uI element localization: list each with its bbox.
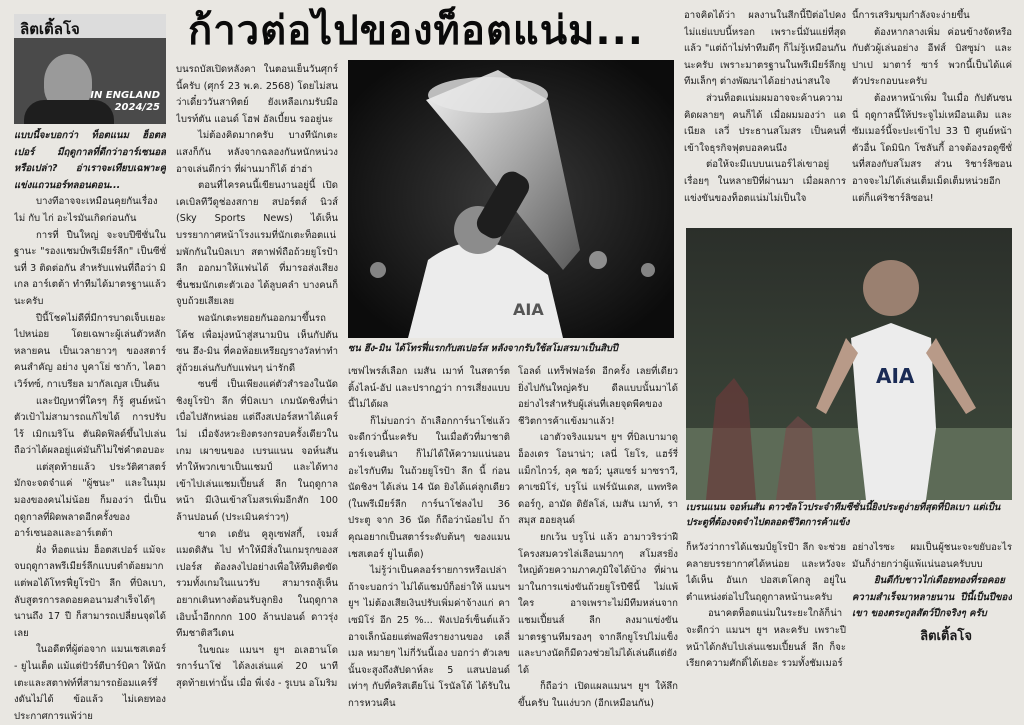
col5-paragraph: นี้การเสริมขุมกำลังจะง่ายขึ้น <box>852 10 970 21</box>
photo2-caption: เบรนแนน จอห์นสัน ดาวซัลโวประจำทีมซีซั่นนี้ยิงประตูง่ายที่สุดที่บิลเบา แต่เป็นประตูที่ต้องจดจำไปตลอดชีวิตการค้าแข้ง <box>686 502 1001 528</box>
col4-paragraph: ต่อให้จะมีแบบนเนอร์ไล่เขาอยู่เรื่อยๆ ในหลายปีที่ผ่านมา เมื่อผลการแข่งขันของท็อตแน่มไม่เป็นใจ <box>684 159 846 204</box>
col4b-paragraph: ก็ถือว่า เปิดแผลแมนฯ ยูฯ ให้ลึกขึ้นครับ ในแง่บวก (อีกเหมือนกัน) <box>518 681 678 709</box>
col4-paragraph: อาจคิดได้ว่า ผลงานในสีกนี้ปีต่อไปคงไม่แย่แบบนี้หรอก เพราะนี่มันแย่ที่สุดแล้ว "แต่ถ้าไม่ทำทีมดีๆ ก็ไม่รู้เหมือนกันนะครับ เพราะมาตรฐานในพรีเมียร์ลีกยูทีมเล็กๆ ต่างพัฒนาได้อย่างน่าสนใจ <box>684 10 846 88</box>
col4-paragraph: ส่วนท็อตแน่มผมอาจจะค้านความคิดผลายๆ คนก็ได้ เมื่อผมมองว่า แดเนียล เลวี่ ประธานสโมสร เป็นคนที่เข้าใจธุรกิจฟุตบอลคนนึง <box>684 92 846 154</box>
col4b-paragraph: ยกเว้น บรูโน่ แล้ว อามาวริรว่าฝีโครงสมควรไล่เลือนมากๆ สโมสรยิ่งใหญ่ด้วยความภาคภูมิใจได้บ้าง ที่ผ่านมาในการแข่งขันถ้วยยูโรปีซีนี้ ไม่แพ้ใคร อาจเพราะไม่มีทีมหล่นจากแชมเปี้ยนส์ ลีก ลงมาแข่งขัน มาตรฐานทีมรองๆ จากลีกยูโรปไม่แข็ง และบางนัดก็มีดวงช่วยไม่ได้เล่นดีแต่ยังได้ <box>518 531 678 676</box>
col2-paragraph: ขาด เดยัน คูลูเซฟสกี้, เจมส์ แมดดิสัน ไป ทำให้มีสิ่งในเกมรุกของสเปอร์ส ต้องลงไปอย่างเพื่อให้ทีมติดขัด รวมทั้งเกมในแนวรับ สามารถสู้เห็นอยากเดินทางต้อนรับลูกยิง ในฤดูกาลเอิบน้ำอีกกกก 100 ล้านปอนด์ ดาวรุ่งทีมชาติสวีเดน <box>176 528 338 640</box>
column-1 <box>14 128 166 725</box>
col2-paragraph: บนรถบัสเปิดหลังคา ในตอนเย็นวันศุกร์นี้ครับ (ศุกร์ 23 พ.ค. 2568) โดยไม่สนว่าเดี๋ยววันสาทิตย์ ยังเหลือเกมรับมือไบรท์ตัน แอนด์ โฮฟ อัลเบี้ยน รออยู่นะ <box>176 64 338 125</box>
author-name: ลิตเติ้ลโจ <box>20 20 80 38</box>
photo-johnson-illustration <box>686 228 1012 500</box>
column-3 <box>348 364 510 725</box>
column-tag <box>90 90 160 114</box>
column-5-bottom <box>852 540 1012 725</box>
col4c-paragraph: อนาคตท็อตแน่มในระยะใกล้ก็น่าจะดีกว่า แมนฯ ยูฯ หละครับ เพราะปีหน้าได้กลับไปเล่นแชมเปี้ยนส์ ลีก ก็จะเรียกความศักดิ์ได้เยอะ รวมทั้งชัมเมอร์ <box>686 608 846 670</box>
stadium-light <box>641 263 655 277</box>
shirt-text: AIA <box>513 300 544 319</box>
signature: ลิตเติ้ลโจ <box>920 628 972 644</box>
col5-paragraph: ต้องหากลางเพิ่ม ค่อนข้างจัดหรือกับตัวผู้เล่นอย่าง อีฟส์ บิสซูม่า และ ปาเป มาตาร์ ซาร์ พวกนี้เป็นได้แค่ตัวประกอบนะครับ <box>852 26 1012 88</box>
columnist-portrait-box <box>14 14 166 124</box>
stadium-light <box>589 251 607 269</box>
column-tag-line2: 2024/25 <box>114 102 160 113</box>
col5-paragraph: ต้องหาหน้าเพิ่ม ในเมื่อ กัปตันซนนี่ ฤดูกาลนี้ให้ประจูไม่เหมือนเดิม และซัมเมอร์นี้จะปะเข้าไป 33 ปี ศูนย์หน้าตัวอื่น โดมินิก โซลันกี้ อาจต้องรอดูซีซั่นที่สองกับสโมสร ส่วน ริชาร์ลิซอน อาจจะไม่ได้เล่นเต็มเม็ดเต็มหน่วยอีก แต่ก็แค่ริชาร์ลิซอน! <box>852 92 1012 204</box>
shirt-text: AIA <box>876 364 915 388</box>
photo-son-trophy-illustration <box>348 60 674 338</box>
column-tag-line1: IN ENGLAND <box>90 90 160 101</box>
photo-son-trophy <box>348 60 674 338</box>
player-kit <box>851 323 936 500</box>
col1-paragraph: ฝั่ง ท็อตแน่ม ฮ็อตสเปอร์ แม้จะจบฤดูกาลพรีเมียร์ลีกแบบตำต้อยมากแต่พอได้โทรฟี่ยูโรป้า ลีก ที่บิลเบา, ลับสูตรการลดอยคอนามสำเร็จได้ๆ นานถึง 17 ปี ก็สามารถเปลี่ยนจุดได้เลย <box>14 544 166 639</box>
col1-paragraph: การที่ ปืนใหญ่ จะจบปีซีซั่นในฐานะ "รองแชมป์พรีเมียร์ลีก" เป็นซีซั่นที่ 3 ติดต่อกัน สำหรับแฟนที่ถือว่า มิเกล อาร์เตต้า ทำทีมได้มาตรฐานแล้วนะครับ <box>14 229 166 307</box>
col1-paragraph: และปัญหาที่ใครๆ ก็รู้ ศูนย์หน้าตัวเป้าไม่สามารถแก้ไขได้ การปรับไร้ เมิกเมริโน ตันผิดฟิลด์ขึ้นไปเล่น ถือว่าได้ผลอยู่แค่มันก็ไม่ใช่คำตอบอะ <box>14 395 166 457</box>
column-5-top <box>852 8 1012 224</box>
col2-paragraph: ในขณะ แมนฯ ยูฯ อเลฮานโดรการ์นาโช่ ได้ลงเล่นแค่ 20 นาทีสุดท้ายเท่านั้น เมื่อ พี่เจ๋ง - รูเบน อโมริม <box>176 644 338 689</box>
col4b-paragraph: เอาตัวจริงแมนฯ ยูฯ ที่บิลเบามาดู อ็องเดร โอนาน่า; เลนี่ โยโร, แฮร์รี่ แม็กไกวร์, ลุค ชอว์; นูสแซร์ มาซราวี, คาเซมิโร่, บรูโน่ แฟร์นันเดส, แพทริค ดอร์กู, อามัด ดิยัลโล่, เมสัน เมาท์, ราสมุส ฮอยลุนด์ <box>518 432 678 527</box>
column-3b <box>518 364 678 725</box>
col1-paragraph: ปีนี้โชคไม่ดีที่มีการบาดเจ็บเยอะไปหน่อย โดยเฉพาะผู้เล่นตัวหลักหลายคน เป็นเวลายาวๆ ของสตาร์คนสำคัญ อย่าง บูคาโย่ ซาก้า, ไคฮาเวิร์ทซ์, กาเบรียล มากัลเญส เป็นต้น <box>14 312 166 390</box>
col2-paragraph: ไม่ต้องคิดมากครับ บางทีนักเตะแสงก็กัน หลังจากฉลองกันหนักหน่วงอาจเล่นดีกว่า ที่ผ่านมาก็ได้ ฮ่าฮ่า <box>176 130 338 175</box>
closing-note: ยินดีกับชาวไก่เดือยทองที่รอคอยความสำเร็จมาหลายนาน ปีนี้เป็นปีของเขา ของตระกูลสัตว์ปีกจริงๆ ครับ <box>852 575 1012 620</box>
col2-paragraph: ซนซี่ เป็นเพียงแค่ตัวสำรองในนัดชิงยูโรป้า ลีก ที่บิลเบา เกมนัดชิงที่น่าเบื่อไปสักหน่อย แต่ถึงสเปอร์สหาได้แคร์ไม่ เมื่อจังหวะยิงตรงกรอบครั้งเดียวในเกม เผาขนของ เบรนแนน จอห์นสัน ทำให้พวกเขาเป็นแชมป์ และได้ทางเข้าไปเล่นแชมเปี้ยนส์ ลีก ในฤดูกาลหน้า มีเงินเข้าสโมสรเพิ่มอีกสัก 100 ล้านปอนด์ (ประเมินคร่าวๆ) <box>176 379 338 524</box>
headline: ก้าวต่อไปของท็อตแน่ม... <box>188 8 644 54</box>
col3-paragraph: ก็ไม่บอกว่า ถ้าเลือกการ์นาโช่แล้วจะดีกว่านี้นะครับ ในเมื่อตัวที่มาชาติอาร์เจนตินา ก็ไม่ได้ให้ความแน่นอนอะไรกับทีม ในถ้วยยูโรป้า ลีก นี้ ก่อนนัดชิงฯ ได้เล่น 14 นัด ยิงได้แค่ลูกเดียว (ในพรีเมียร์ลีก การ์นาโช่ลงไป 36 ประตู จาก 36 นัด ก็ถือว่าน้อยไป ถ้าคุณอยากเป็นสตาร์ระดับต้นๆ ของแมนเชสเตอร์ ยูไนเต็ด) <box>348 415 510 560</box>
col3-paragraph: ไม่รู้ว่าเป็นคลอร์รายการหรือเปล่า ถ้าจะบอกว่า ไม่ได้แชมป์ก็อย่าให้ แมนฯ ยูฯ ไม่ต้องเสียเงินปรับเพิ่มค่าจ้างแก่ คาเซมิโร่ อีก 25 %... ฟังเปอร์เซ็นต์แล้วอาจเล็กน้อยแต่พอพึงรายงานของ เดลี่ เมล หมายๆ ไม่กี่วันนี้เอง บอกว่า ตัวเลขนั้นจะสูงถึงสัปดาห์ละ 5 แสนปอนด์ เท่าๆ กับที่คริสเตียโน่ โรนัลโด้ ได้รับในการหวนคืน <box>348 565 510 709</box>
photo-johnson-celebration <box>686 228 1012 500</box>
col2-paragraph: ตอนที่ไครคนนี้เขียนงานอยู่นี้ เปิดเคเบิลทีวีดูช่องสกาย สปอร์ตส์ นิวส์ (Sky Sports News) ได้เห็นบรรยากาศหน้าโรงแรมที่นักเตะท็อตแน่มพักกันในบิลเบา สตาฟฟ์ถือถ้วยยูโรป้า ลีก ออกมาให้แฟนได้ ที่มารอส่งเสียงชื่นชมนักเตะตัวเอง ได้ลูบคลำ บางคนก็จูบถ้วยเสียเลย <box>176 180 338 308</box>
column-4-top <box>684 8 846 224</box>
column-2 <box>176 62 338 725</box>
column-4-bottom <box>686 540 846 725</box>
photo1-caption: ซน ฮึง-มิน ได้โทรฟี่แรกกับสเปอร์ส หลังจากรับใช้สโมสรมาเป็นสิบปี <box>348 343 618 354</box>
col4c-paragraph: ก็หวังว่าการได้แชมป์ยูโรป้า ลีก จะช่วยคลายบรรยากาศได้หน่อย และหวังจะได้เห็น อันเก ปอสเตโคกลู อยู่ในตำแหน่งต่อไปในฤดูกาลหน้านะครับ <box>686 542 846 603</box>
col1-paragraph: ในอดีตที่ผู้ต่อจาก แมนเชสเตอร์ - ยูไนเต็ด แม้แต่ปัวร์ตีบาร์บิคา ให้นักเตะและสตาฟท์ที่สามารถย้อมแคร์รึ่งดันไม่ได้ ข้อแล้ว ไม่เคยทองประกาศการแพ้ว่าย <box>14 644 166 722</box>
stadium-light <box>370 262 386 278</box>
col4b-paragraph: โอลด์ แทร็ฟฟอร์ด อีกครั้ง เลยที่เดียว ยิ่งไปกันใหญ่ครับ ดีลแบบนั้นมาได้อย่างไรสำหรับผู้เล่นที่เลยจุดพีคของชีวิตการค้าแข้งมาแล้ว! <box>518 366 678 427</box>
col1-paragraph: บางทีอาจจะเหมือนคุยกันเรื่อง ไม่ กับ ไก่ อะไรมันเกิดก่อนกัน <box>14 196 158 224</box>
trophy-rim <box>428 77 548 113</box>
col2-paragraph: พอนักเตะทยอยกันออกมาขึ้นรถโค้ช เพื่อมุ่งหน้าสู่สนามบิน เห็นกัปตัน ซน ฮึง-มิน ที่คอห้อยเหรียญรางวัลท่าทำสู่ถ้วยเล่นกับกับแฟนๆ น่ารักดี <box>176 312 338 374</box>
col1-paragraph: แต่สุดท้ายแล้ว ประวัติศาสตร์มักจะจดจำแค่ "ผู้ชนะ" และในมุมมองของคนไม่น้อย ก็มองว่า นี่เป็นฤดูกาลที่ผิดพลาดอีกครั้งของอาร์เซนอลและอาร์เตต้า <box>14 461 166 540</box>
deck: แบบนี้จะบอกว่า ท็อตแนม ฮ็อตสเปอร์ มีฤดูกาลที่ดีกว่าอาร์เซนอล หรือเปล่า? อ่าเราจะเทียบเฉพาะคู่แข่งแถวนอร์ทลอนดอน... <box>14 130 166 191</box>
player-head <box>863 260 919 316</box>
col5b-paragraph: อย่างไรซะ ผมเป็นผู้ชนะจะขยับอะไรมันก็ง่ายกว่าผู้แพ้แน่นอนครับบบ <box>852 542 1012 570</box>
col3-paragraph: เซฟไพรส์เลือก เมสัน เมาท์ ในสตาร์ตติ้งไลน์-อัป และปรากฏว่า การเสี่ยงแบบนี้ไม่ได้ผล <box>348 366 510 411</box>
